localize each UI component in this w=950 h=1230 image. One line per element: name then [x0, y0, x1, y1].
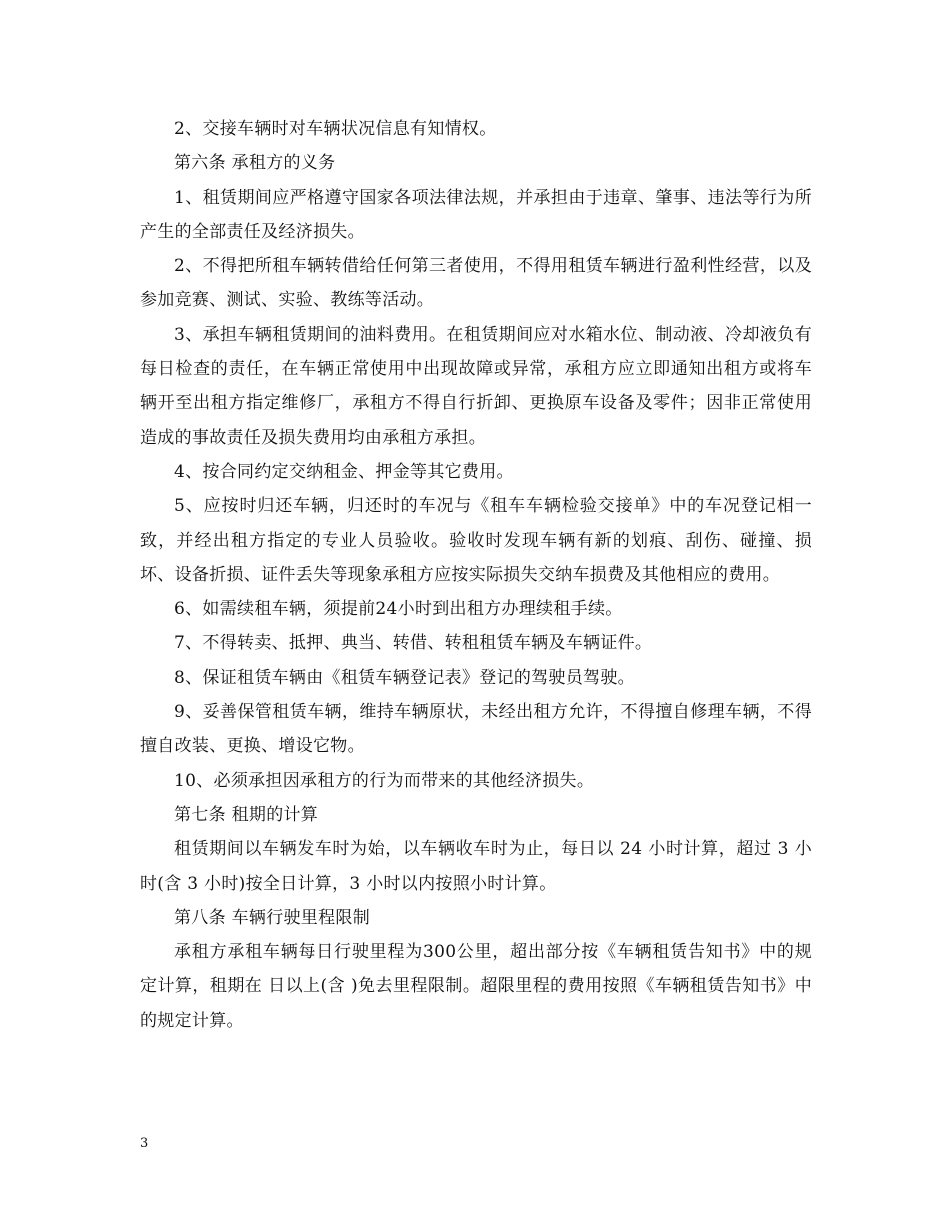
- paragraph-obligation-3: 3、承担车辆租赁期间的油料费用。在租赁期间应对水箱水位、制动液、冷却液负有每日检查的责任，在车辆正常使用中出现故障或异常，承租方应立即通知出租方或将车辆开至出租方指定维修厂，承租方不得自行折卸、更换原车设备及零件；因非正常使用造成的事故责任及损失费用均由承租方承担。: [140, 324, 812, 448]
- heading-article-6: 第六条 承租方的义务: [174, 153, 336, 174]
- paragraph-rental-period-calculation: 租赁期间以车辆发车时为始，以车辆收车时为止，每日以 24 小时计算，超过 3 小时(含 3 小时)按全日计算，3 小时以内按照小时计算。: [140, 839, 812, 894]
- paragraph-obligation-4: 4、按合同约定交纳租金、押金等其它费用。: [174, 461, 514, 482]
- paragraph-obligation-7: 7、不得转卖、抵押、典当、转借、转租租赁车辆及车辆证件。: [174, 633, 653, 654]
- paragraph-obligation-6: 6、如需续租车辆，须提前24小时到出租方办理续租手续。: [174, 599, 623, 620]
- heading-article-8: 第八条 车辆行驶里程限制: [174, 907, 371, 928]
- paragraph-obligation-2: 2、不得把所租车辆转借给任何第三者使用，不得用租赁车辆进行盈利性经营，以及参加竞赛、测试、实验、教练等活动。: [140, 256, 812, 311]
- paragraph-obligation-5: 5、应按时归还车辆，归还时的车况与《租车车辆检验交接单》中的车况登记相一致，并经出租方指定的专业人员验收。验收时发现车辆有新的划痕、刮伤、碰撞、损坏、设备折损、证件丢失等现象承租方应按实际损失交纳车损费及其他相应的费用。: [140, 496, 812, 585]
- heading-article-7: 第七条 租期的计算: [174, 804, 319, 825]
- paragraph-obligation-8: 8、保证租赁车辆由《租赁车辆登记表》登记的驾驶员驾驶。: [174, 667, 635, 688]
- paragraph-obligation-9: 9、妥善保管租赁车辆，维持车辆原状，未经出租方允许，不得擅自修理车辆，不得擅自改装、更换、增设它物。: [140, 702, 812, 757]
- paragraph-right-lessee-vehicle-info: 2、交接车辆时对车辆状况信息有知情权。: [174, 119, 497, 139]
- paragraph-obligation-1: 1、租赁期间应严格遵守国家各项法律法规，并承担由于违章、肇事、违法等行为所产生的全部责任及经济损失。: [140, 187, 812, 242]
- page-number: 3: [140, 1136, 149, 1151]
- paragraph-mileage-limit: 承租方承租车辆每日行驶里程为300公里，超出部分按《车辆租赁告知书》中的规定计算，租期在 日以上(含 )免去里程限制。超限里程的费用按照《车辆租赁告知书》中的规定计算。: [140, 942, 812, 1031]
- paragraph-obligation-10: 10、必须承担因承租方的行为而带来的其他经济损失。: [174, 770, 595, 791]
- document-body: [140, 112, 812, 1038]
